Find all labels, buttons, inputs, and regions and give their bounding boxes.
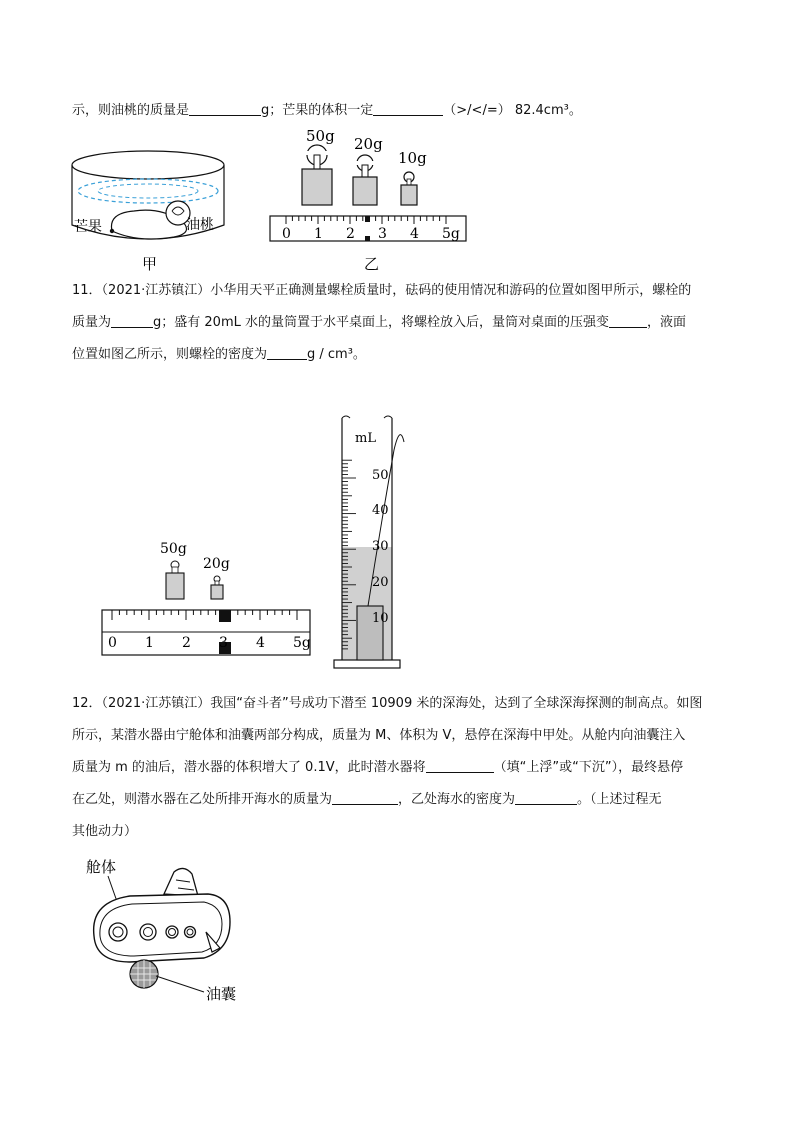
q12-text-3a: 质量为 m 的油后，潜水器的体积增大了 0.1V，此时潜水器将	[72, 760, 426, 775]
q12-text-1: 12．（2021·江苏镇江）我国“奋斗者”号成功下潜至 10909 米的深海处，达到了全球深海探测的制高点。如图	[72, 696, 703, 711]
scale-number: 2	[346, 226, 355, 242]
answer-blank[interactable]	[267, 345, 307, 360]
scale-number: 1	[145, 635, 154, 651]
scale-number: 4	[410, 226, 419, 242]
caption-yi: 乙	[364, 255, 380, 273]
measuring-cylinder	[334, 416, 404, 668]
q12-text-2: 所示，某潜水器由宁舱体和油囊两部分构成，质量为 M、体积为 V，悬停在深海中甲处。从舱内向油囊注入	[72, 728, 686, 743]
q12-text-4c: 。（上述过程无	[577, 792, 662, 807]
hull-label: 舱体	[86, 858, 117, 876]
answer-blank[interactable]	[609, 313, 647, 328]
scale-number: 5g	[293, 635, 311, 651]
q12-text-5: 其他动力）	[72, 824, 138, 839]
cylinder-mark-40: 40	[372, 503, 389, 518]
q11-line-1	[72, 280, 691, 302]
answer-blank[interactable]	[111, 313, 153, 328]
scale-number: 3	[378, 226, 387, 242]
weight-20g	[353, 177, 377, 205]
weights-10	[302, 127, 427, 205]
weight-10g-label: 10g	[398, 149, 427, 167]
weight-50g-label: 50g	[306, 127, 335, 145]
weights-11	[160, 541, 230, 599]
q10-text-2: g；芒果的体积一定	[261, 103, 374, 118]
answer-blank[interactable]	[332, 790, 398, 805]
figure-12	[80, 852, 260, 1007]
q10-line	[72, 100, 582, 122]
dish-diagram	[72, 151, 224, 273]
q12-text-4b: ，乙处海水的密度为	[398, 792, 516, 807]
mango-label: 芒果	[74, 219, 102, 235]
scale-number: 0	[108, 635, 117, 651]
rider-top	[219, 610, 231, 622]
q12-text-3b: （填“上浮”或“下沉”），最终悬停	[493, 760, 684, 775]
cylinder-unit: mL	[355, 431, 376, 446]
weight-50g	[302, 169, 332, 205]
scale-number: 4	[256, 635, 265, 651]
figure-10	[68, 125, 468, 275]
q11-line-3	[72, 344, 366, 366]
answer-blank[interactable]	[426, 758, 494, 773]
q12-line-1	[72, 693, 702, 715]
scale-number: 1	[314, 226, 323, 242]
weight-10g	[401, 185, 417, 205]
q10-text-3: （>/</=） 82.4cm³。	[443, 103, 582, 118]
weight-50g	[166, 573, 184, 599]
weight-20g-label: 20g	[354, 135, 383, 153]
figure-11	[98, 410, 418, 675]
q12-line-5	[72, 821, 137, 843]
rider-scale-10	[270, 216, 466, 273]
rider-bottom	[365, 236, 370, 241]
q11-text-3b: g / cm³。	[307, 347, 366, 362]
peach-label: 油桃	[186, 217, 214, 233]
q12-line-4	[72, 789, 662, 811]
tail-fin	[164, 868, 198, 896]
q11-line-2	[72, 312, 686, 334]
cylinder-mark-20: 20	[372, 575, 389, 590]
q10-text-1: 示，则油桃的质量是	[72, 103, 190, 118]
answer-blank[interactable]	[373, 101, 443, 116]
scale-number: 5g	[442, 226, 460, 242]
cylinder-mark-50: 50	[372, 468, 389, 483]
q11-text-2c: ，液面	[646, 315, 686, 330]
cylinder-mark-30: 30	[372, 539, 389, 554]
scale-number: 3	[219, 635, 228, 651]
answer-blank[interactable]	[515, 790, 577, 805]
weight-50g-label: 50g	[160, 541, 187, 557]
q12-line-2	[72, 725, 685, 747]
q12-text-4a: 在乙处，则潜水器在乙处所排开海水的质量为	[72, 792, 333, 807]
answer-blank[interactable]	[189, 101, 261, 116]
q12-line-3	[72, 757, 683, 779]
weight-20g-label: 20g	[203, 556, 230, 572]
q11-text-3a: 位置如图乙所示，则螺栓的密度为	[72, 347, 268, 362]
weight-20g	[211, 585, 223, 599]
scale-number: 0	[282, 226, 291, 242]
q11-text-1: 11．（2021·江苏镇江）小华用天平正确测量螺栓质量时，砝码的使用情况和游码的位置如图甲所示，螺栓的	[72, 283, 692, 298]
scale-number: 2	[182, 635, 191, 651]
q11-text-2b: g；盛有 20mL 水的量筒置于水平桌面上，将螺栓放入后，量筒对桌面的压强变	[153, 315, 609, 330]
caption-jia: 甲	[142, 255, 158, 273]
rider-top	[365, 216, 370, 222]
cylinder-mark-10: 10	[372, 611, 389, 626]
q11-text-2a: 质量为	[72, 315, 112, 330]
rider-scale-11	[102, 610, 311, 655]
bladder-label: 油囊	[206, 985, 237, 1003]
